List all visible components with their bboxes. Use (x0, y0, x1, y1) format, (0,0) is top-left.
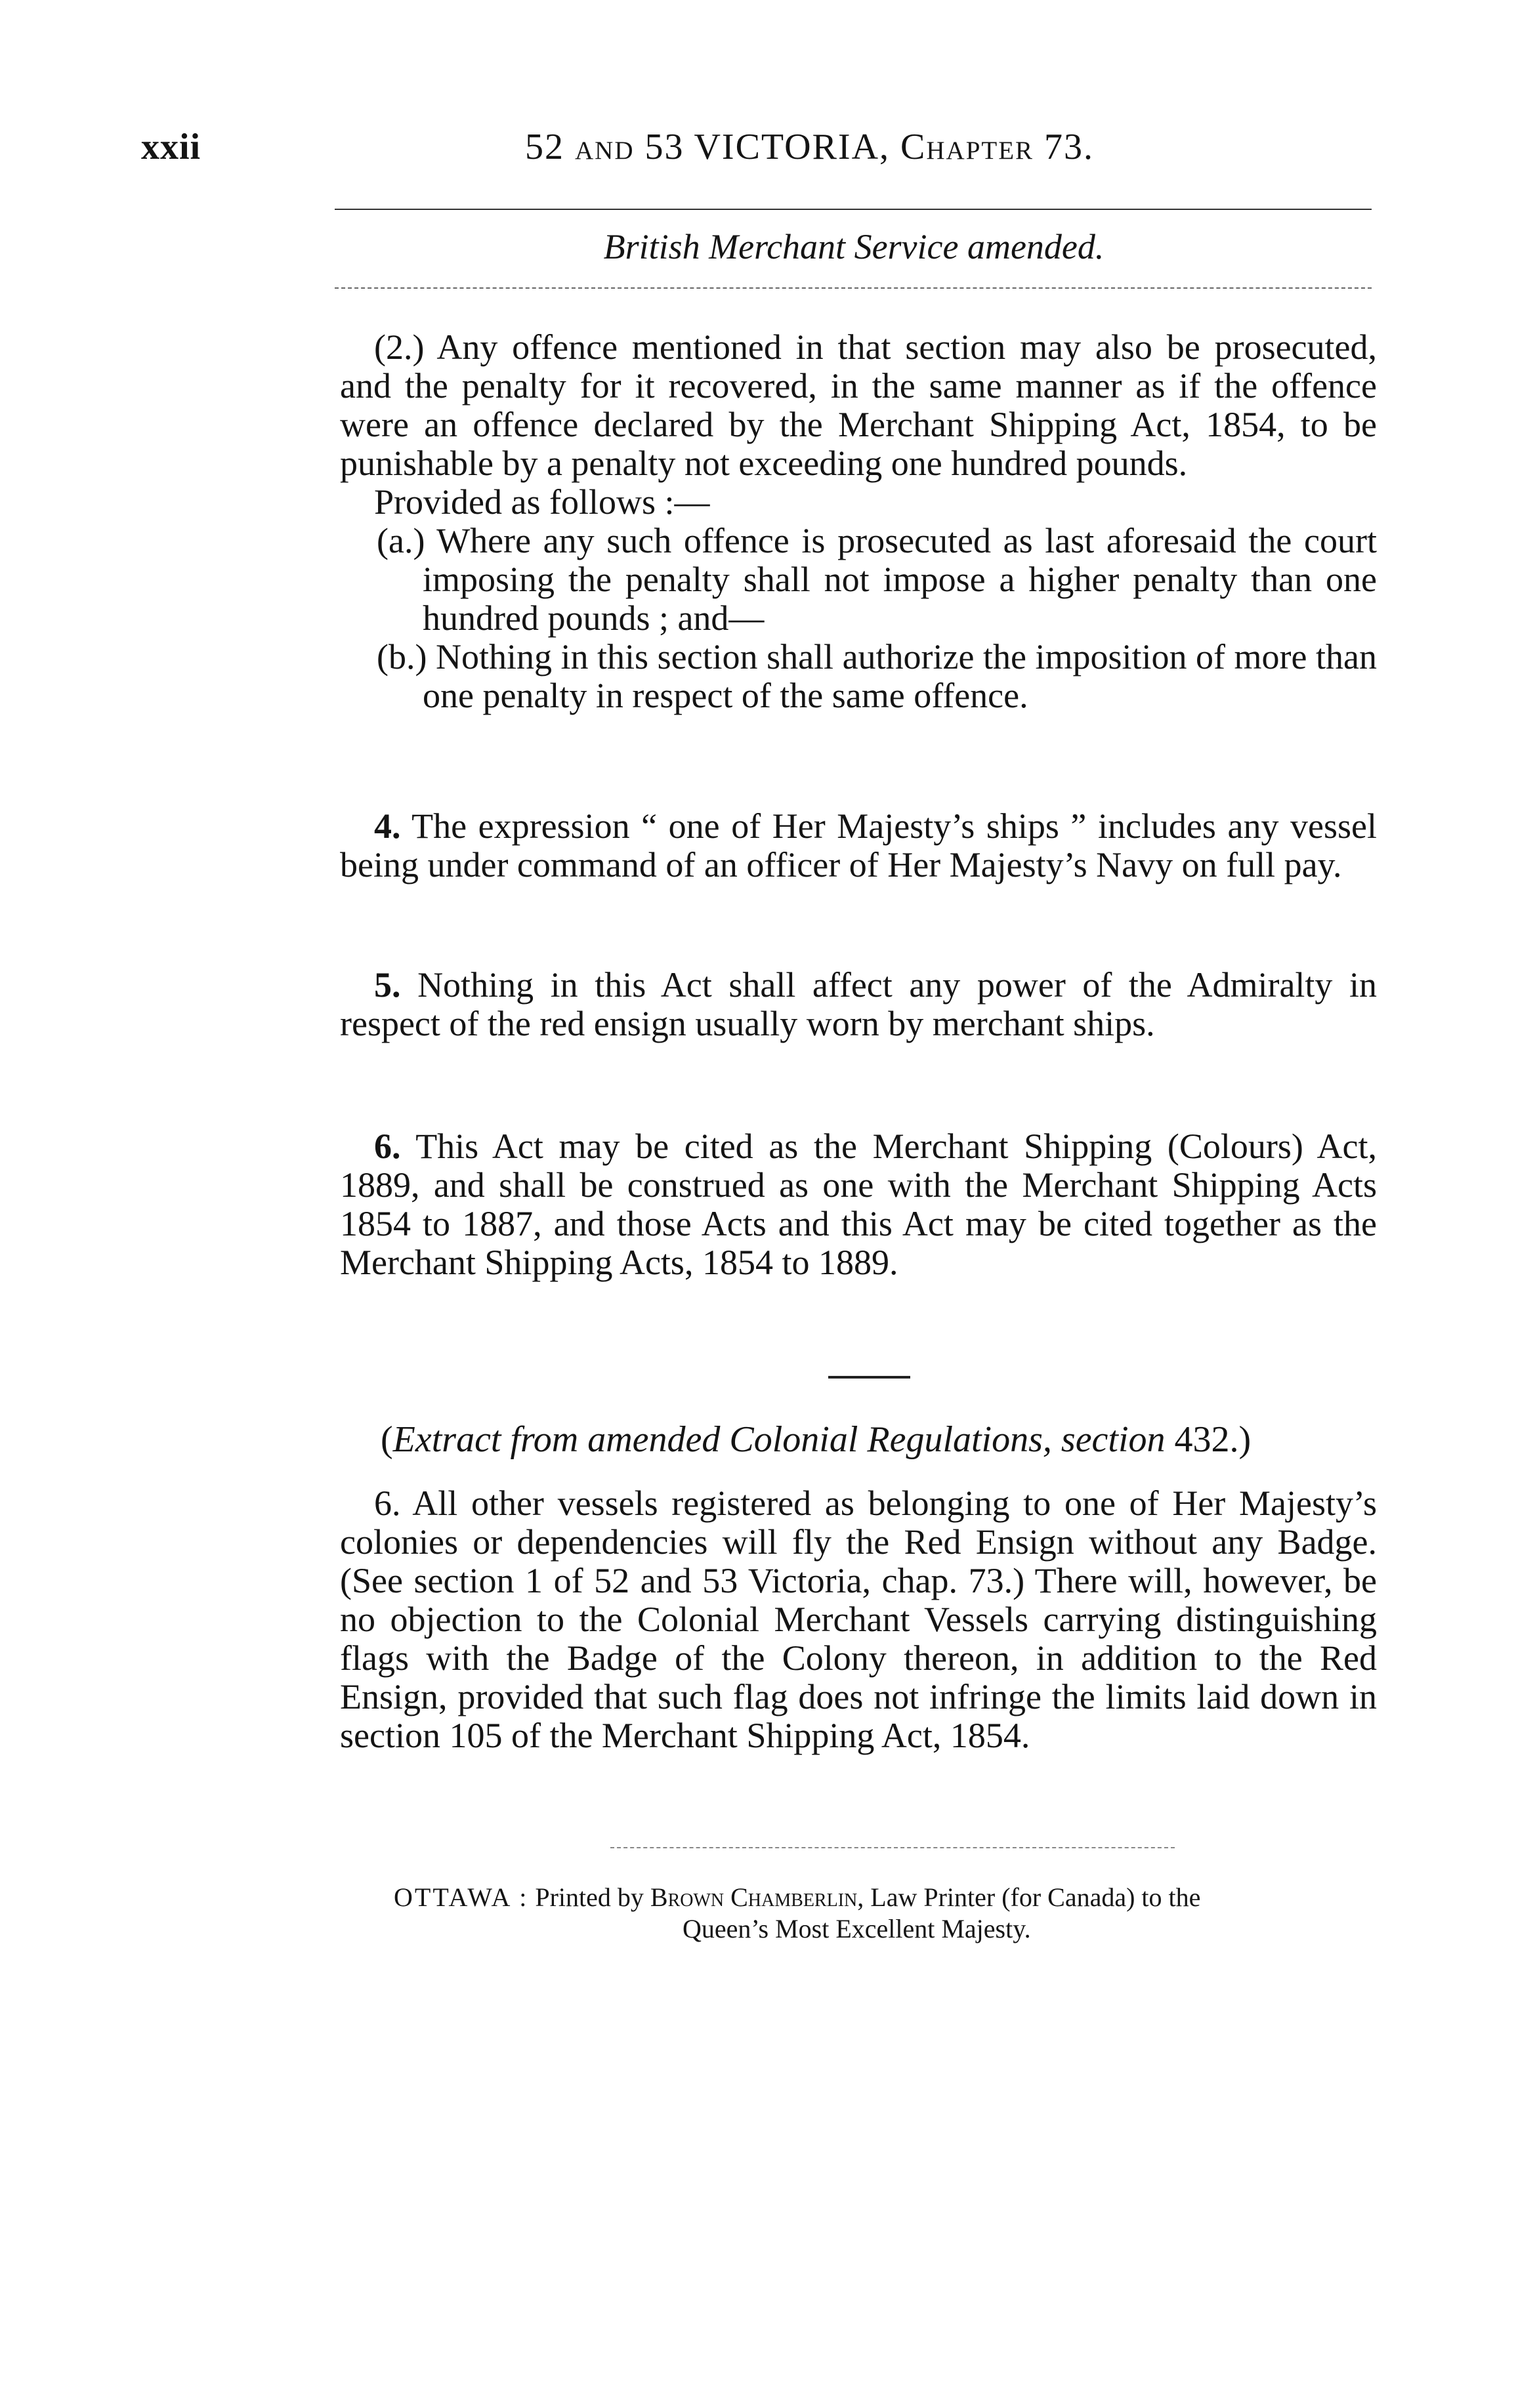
header-rule (335, 209, 1372, 210)
extract-heading-text: Extract from amended Colonial Regulations, section (392, 1419, 1166, 1460)
running-head-and: and (575, 127, 635, 167)
extract-text: 6. All other vessels registered as belonging to one of Her Majesty’s colonies or dependencies will fly the Red Ensign without any Badge. (See section 1 of 52 and 53 Victoria, chap. 73.) There will, however, be no objection to the Colonial Merchant Vessels carrying distinguishing flags with the Badge of the Colony thereon, in addition to the Red Ensign, provided that such flag does not infringe the limits laid down in section 105 of the Merchant Shipping Act, 1854. (340, 1484, 1377, 1755)
section-divider (828, 1376, 910, 1379)
clause-2-text: (2.) Any offence mentioned in that section may also be prosecuted, and the penalty for it recovered, in the same manner as if the offence were an offence declared by the Merchant Shipping Act, 1854, to be punishable by a penalty not exceeding one hundred pounds. (340, 327, 1377, 483)
running-head-part-b: 53 VICTORIA, (644, 127, 891, 167)
imprint-rest: Law Printer (for Canada) to the (870, 1882, 1201, 1912)
proviso-items (340, 522, 1377, 715)
running-head-part-a: 52 (525, 127, 564, 167)
extract-paragraph (340, 1484, 1377, 1755)
imprint-line-2: Queen’s Most Excellent Majesty. (683, 1914, 1031, 1943)
extract-heading (381, 1419, 1251, 1461)
extract-open-paren: ( (381, 1419, 393, 1460)
section-6 (340, 1127, 1377, 1282)
end-rule (610, 1847, 1175, 1848)
proviso-item-b: (b.) Nothing in this section shall authorize the imposition of more than one penalty in respect of the same offence. (377, 637, 1377, 715)
section-5-text: Nothing in this Act shall affect any power of the Admiralty in respect of the red ensign usually worn by merchant ships. (340, 965, 1377, 1043)
subhead-rule (335, 287, 1372, 289)
proviso-intro: Provided as follows :— (374, 482, 710, 522)
section-6-text: This Act may be cited as the Merchant Shipping (Colours) Act, 1889, and shall be construed as one with the Merchant Shipping Acts 1854 to 1887, and those Acts and this Act may be cited together as the Merchant Shipping Acts, 1854 to 1889. (340, 1127, 1377, 1282)
section-5 (340, 966, 1377, 1043)
running-head-chapter: Chapter (900, 127, 1034, 167)
section-4-text: The expression “ one of Her Majesty’s ships ” includes any vessel being under command of an officer of Her Majesty’s Navy on full pay. (340, 806, 1377, 884)
section-6-number: 6. (374, 1127, 401, 1166)
proviso-item-a: (a.) Where any such offence is prosecuted as last aforesaid the court imposing the penalty shall not impose a higher penalty than one hundred pounds ; and— (377, 521, 1377, 638)
imprint-printer: Brown Chamberlin, (650, 1882, 864, 1912)
subhead: British Merchant Service amended. (603, 227, 1105, 266)
running-head-chapter-number: 73. (1044, 127, 1095, 167)
section-4 (340, 807, 1377, 884)
imprint-city: OTTAWA : (394, 1882, 529, 1912)
running-head (525, 126, 1094, 168)
section-5-number: 5. (374, 965, 401, 1005)
extract-section-number: 432.) (1174, 1419, 1252, 1460)
imprint (394, 1882, 1418, 1945)
page-number: xxii (141, 127, 201, 167)
section-4-number: 4. (374, 806, 401, 846)
imprint-printed-by: Printed by (535, 1882, 644, 1912)
clause-2 (340, 328, 1377, 715)
